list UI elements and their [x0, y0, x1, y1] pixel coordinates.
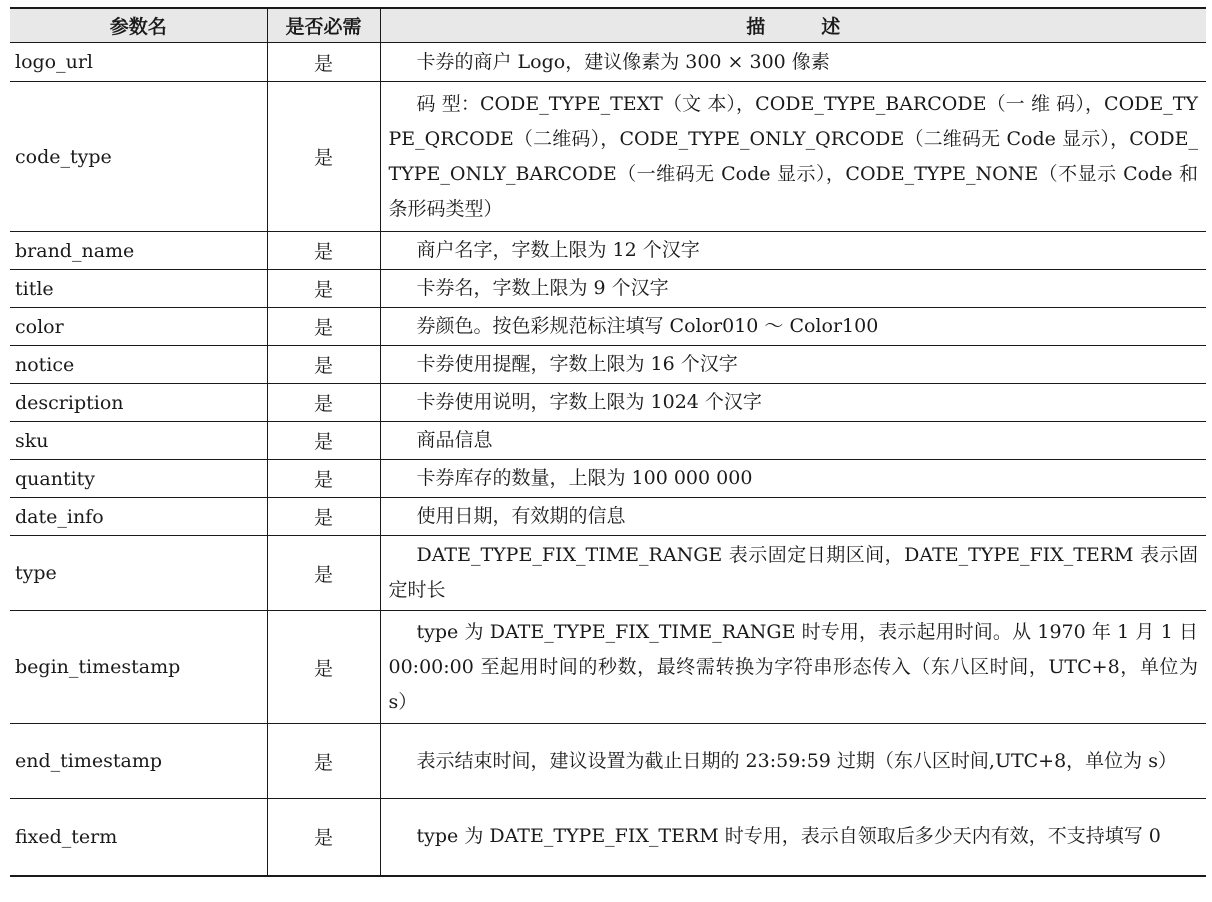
param-name-cell: color [10, 308, 267, 346]
description-cell: DATE_TYPE_FIX_TIME_RANGE 表示固定日期区间，DATE_TYPE_FIX_TERM 表示固定时长 [380, 536, 1206, 611]
description-cell: 卡券使用提醒，字数上限为 16 个汉字 [380, 346, 1206, 384]
description-cell: 券颜色。按色彩规范标注填写 Color010 ～ Color100 [380, 308, 1206, 346]
parameter-table [10, 7, 1206, 877]
description-cell: type 为 DATE_TYPE_FIX_TERM 时专用，表示自领取后多少天内有效，不支持填写 0 [380, 799, 1206, 876]
description-cell: 卡券库存的数量，上限为 100 000 000 [380, 460, 1206, 498]
required-cell: 是 [267, 460, 380, 498]
document-page [10, 7, 1206, 877]
description-cell: 码 型：CODE_TYPE_TEXT（文 本），CODE_TYPE_BARCODE（一 维 码），CODE_TYPE_QRCODE（二维码），CODE_TYPE_ONLY_QRCODE（二维码无 Code 显示），CODE_TYPE_ONLY_BARCODE（一维码无 Code 显示），CODE_TYPE_NONE（不显示 Code 和条形码类型） [380, 82, 1206, 232]
param-name-cell: sku [10, 422, 267, 460]
header-required: 是否必需 [267, 8, 380, 43]
param-name-cell: quantity [10, 460, 267, 498]
description-cell: 使用日期，有效期的信息 [380, 498, 1206, 536]
required-cell: 是 [267, 611, 380, 724]
table-row [10, 611, 1206, 724]
table-body [10, 43, 1206, 876]
header-description-char-2: 述 [821, 16, 841, 38]
required-cell: 是 [267, 724, 380, 799]
description-cell: 卡券名，字数上限为 9 个汉字 [380, 270, 1206, 308]
description-cell: 卡券使用说明，字数上限为 1024 个汉字 [380, 384, 1206, 422]
param-name-cell: code_type [10, 82, 267, 232]
param-name-cell: brand_name [10, 232, 267, 270]
param-name-cell: notice [10, 346, 267, 384]
param-name-cell: end_timestamp [10, 724, 267, 799]
table-row [10, 536, 1206, 611]
param-name-cell: description [10, 384, 267, 422]
table-row [10, 82, 1206, 232]
table-header [10, 8, 1206, 43]
required-cell: 是 [267, 498, 380, 536]
required-cell: 是 [267, 346, 380, 384]
required-cell: 是 [267, 232, 380, 270]
description-cell: 商品信息 [380, 422, 1206, 460]
required-cell: 是 [267, 536, 380, 611]
required-cell: 是 [267, 270, 380, 308]
table-row [10, 232, 1206, 270]
param-name-cell: title [10, 270, 267, 308]
param-name-cell: begin_timestamp [10, 611, 267, 724]
required-cell: 是 [267, 82, 380, 232]
table-row [10, 308, 1206, 346]
required-cell: 是 [267, 799, 380, 876]
param-name-cell: logo_url [15, 51, 94, 73]
table-row [10, 724, 1206, 799]
table-row [10, 498, 1206, 536]
description-cell: 表示结束时间，建议设置为截止日期的 23:59:59 过期（东八区时间,UTC+8，单位为 s） [380, 724, 1206, 799]
header-description-char-1: 描 [746, 16, 766, 38]
header-row [10, 8, 1206, 43]
param-name-cell: type [10, 536, 267, 611]
table-row [10, 460, 1206, 498]
header-param-name: 参数名 [10, 8, 267, 43]
table-row [10, 422, 1206, 460]
required-cell: 是 [267, 43, 380, 82]
table-row [10, 384, 1206, 422]
description-cell: 商户名字，字数上限为 12 个汉字 [380, 232, 1206, 270]
table-row [10, 43, 1206, 82]
description-cell: type 为 DATE_TYPE_FIX_TIME_RANGE 时专用，表示起用时间。从 1970 年 1 月 1 日 00:00:00 至起用时间的秒数，最终需转换为字符串形态传入（东八区时间，UTC+8，单位为 s） [380, 611, 1206, 724]
description-cell: 卡券的商户 Logo，建议像素为 300 × 300 像素 [380, 43, 1206, 82]
table-row [10, 270, 1206, 308]
param-name-cell: date_info [10, 498, 267, 536]
header-description [380, 8, 1206, 43]
required-cell: 是 [267, 308, 380, 346]
required-cell: 是 [267, 384, 380, 422]
required-cell: 是 [267, 422, 380, 460]
table-row [10, 346, 1206, 384]
param-name-cell: fixed_term [10, 799, 267, 876]
table-row [10, 799, 1206, 876]
